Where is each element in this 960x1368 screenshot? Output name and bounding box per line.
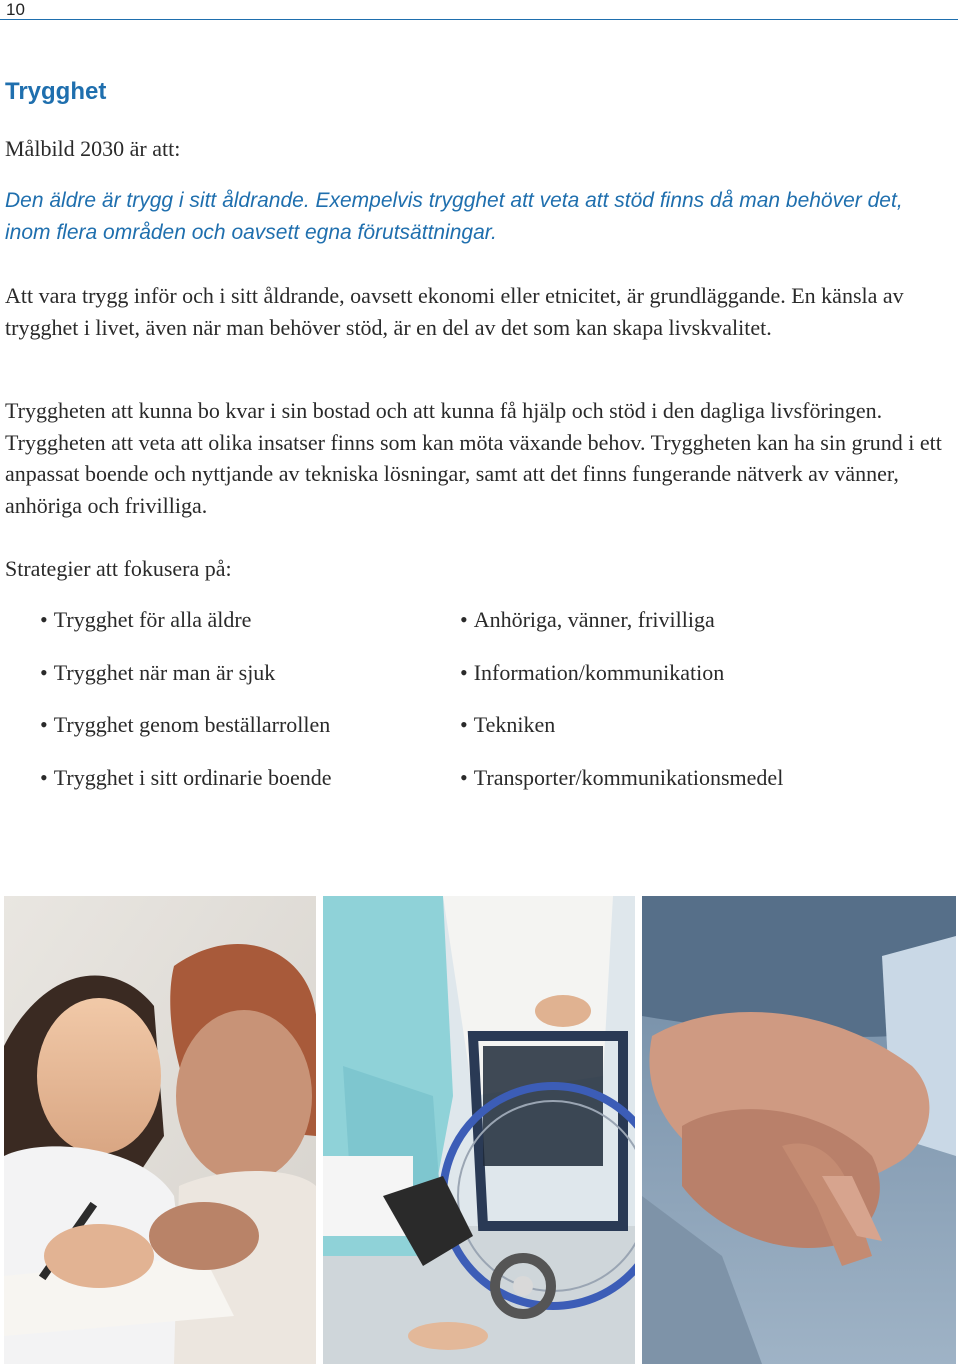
- body-paragraph: Att vara trygg inför och i sitt åldrande, oavsett ekonomi eller etnicitet, är grundläggande. En känsla av trygghet i livet, även när man behöver stöd, är en del av det som kan skapa livskvalitet.: [5, 283, 904, 340]
- strategy-list-left: [40, 604, 332, 814]
- photo-holding-hands: [642, 896, 956, 1364]
- photo-caregiver-with-elderly-woman: [4, 896, 316, 1364]
- page-number: 10: [6, 0, 25, 19]
- photo-wheelchair-assistance: [323, 896, 635, 1364]
- section-heading: Trygghet: [5, 78, 107, 105]
- strategy-item: • Transporter/kommunikationsmedel: [460, 762, 783, 815]
- strategies-intro: Strategier att fokusera på:: [5, 556, 232, 581]
- header-rule: [0, 19, 958, 20]
- strategy-item: • Anhöriga, vänner, frivilliga: [460, 604, 783, 657]
- strategy-item: • Information/kommunikation: [460, 657, 783, 710]
- strategy-item: • Trygghet genom beställarrollen: [40, 709, 332, 762]
- strategy-item: • Trygghet i sitt ordinarie boende: [40, 762, 332, 815]
- strategy-item: • Trygghet när man är sjuk: [40, 657, 332, 710]
- goal-lead: Målbild 2030 är att:: [5, 136, 181, 161]
- strategy-list-right: [460, 604, 783, 814]
- strategy-item: • Trygghet för alla äldre: [40, 604, 332, 657]
- body-paragraph: Tryggheten att kunna bo kvar i sin bostad och att kunna få hjälp och stöd i den dagliga livsföringen. Tryggheten att veta att olika insatser finns som kan möta växande behov. Tryggheten kan ha sin grund i ett anpassat boende och nyttjande av tekniska lösningar, samt att det finns fungerande nätverk av vänner, anhöriga och frivilliga.: [5, 398, 942, 518]
- strategy-item: • Tekniken: [460, 709, 783, 762]
- goal-statement: Den äldre är trygg i sitt åldrande. Exempelvis trygghet att veta att stöd finns då man behöver det, inom flera områden och oavsett egna förutsättningar.: [5, 189, 903, 244]
